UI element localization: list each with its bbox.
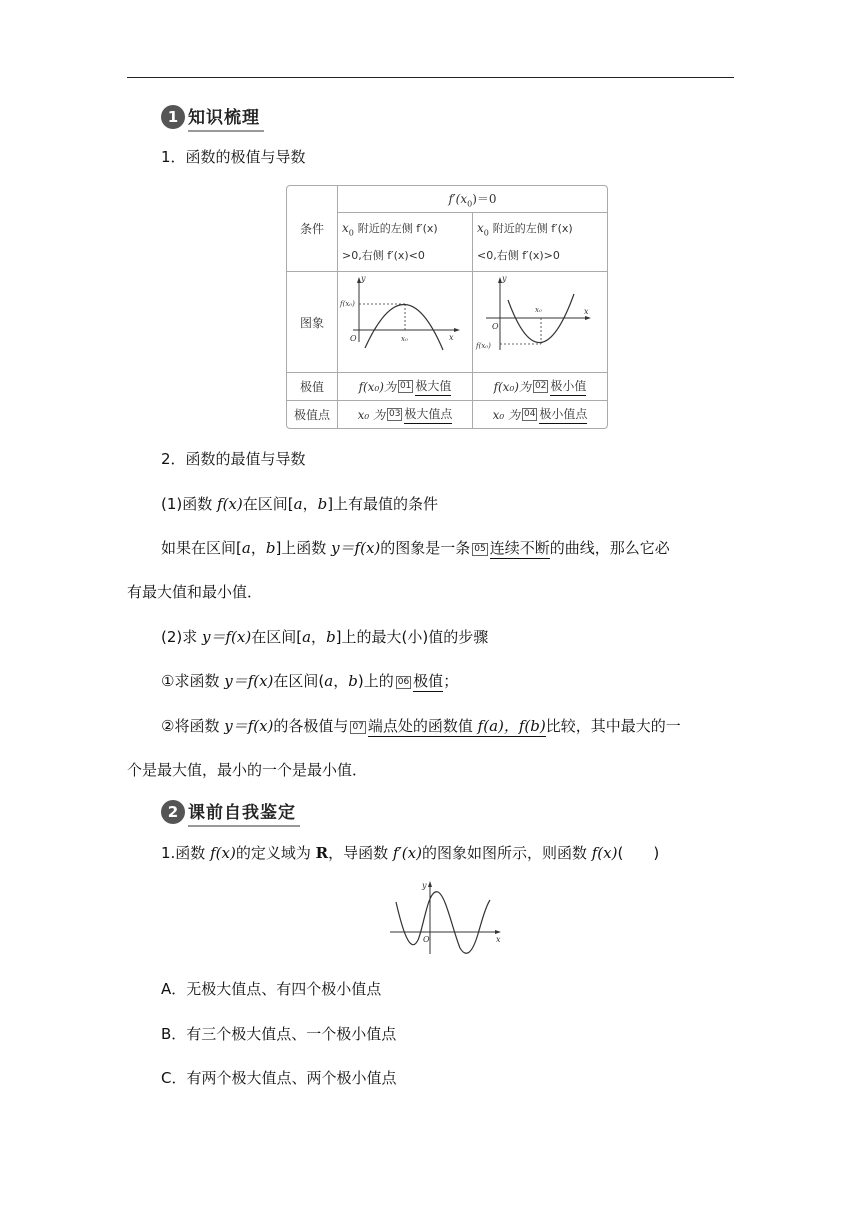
row-label-graph: 图象 — [299, 315, 324, 330]
para-step1: ①求函数 y＝f(x)在区间(a，b)上的 06 极值； — [161, 672, 459, 690]
row-label-condition: 条件 — [299, 222, 324, 236]
item1-title: 1．函数的极值与导数 — [161, 148, 306, 166]
option-a[interactable]: A．无极大值点、有四个极小值点 — [161, 980, 382, 998]
section-title: 课前自我鉴定 — [188, 798, 300, 827]
graph-local-maximum — [339, 274, 471, 370]
para-step2-line1: ②将函数 y＝f(x)的各极值与 07 端点处的函数值 f(a)，f(b)比较，其中最大的一 — [161, 717, 681, 735]
svg-text:O: O — [492, 322, 499, 331]
section-heading-self-check — [161, 798, 300, 826]
svg-text:y: y — [361, 274, 366, 283]
header-condition-formula: $f'(x_0)=0$ — [448, 191, 497, 209]
svg-text:x: x — [449, 333, 454, 342]
derivative-graph — [386, 878, 508, 958]
svg-text:x: x — [584, 307, 589, 316]
row-label-extreme: 极值 — [299, 380, 324, 394]
svg-text:O: O — [350, 334, 357, 343]
para-steps-title: (2)求 y＝f(x)在区间[a，b]上的最大(小)值的步骤 — [161, 628, 489, 646]
top-rule — [127, 77, 734, 78]
item2-title: 2．函数的最值与导数 — [161, 450, 306, 468]
section-number-badge: 2 — [161, 800, 185, 824]
section-title: 知识梳理 — [188, 103, 264, 132]
option-b[interactable]: B．有三个极大值点、一个极小值点 — [161, 1025, 397, 1043]
svg-text:x₀: x₀ — [401, 335, 408, 343]
svg-text:x₀: x₀ — [535, 306, 542, 314]
extreme-point-left: x₀ 为 03 极大值点 — [357, 407, 453, 422]
para-continuous-line2: 有最大值和最小值． — [127, 583, 263, 601]
svg-text:x: x — [496, 935, 501, 944]
svg-text:O: O — [423, 935, 430, 944]
extreme-left: f(x₀)为 01 极大值 — [358, 379, 452, 394]
section-number-badge: 1 — [161, 105, 185, 129]
svg-text:f(x₀): f(x₀) — [340, 300, 355, 308]
svg-text:y: y — [502, 274, 507, 283]
svg-text:f(x₀): f(x₀) — [476, 342, 491, 350]
para-step2-line2: 个是最大值，最小的一个是最小值． — [127, 761, 368, 779]
svg-text:y: y — [422, 881, 427, 890]
para-max-condition: (1)函数 f(x)在区间[a，b]上有最值的条件 — [161, 495, 439, 513]
graph-local-minimum — [474, 274, 606, 370]
extreme-right: f(x₀)为 02 极小值 — [493, 379, 587, 394]
row-label-extreme-point: 极值点 — [293, 408, 330, 422]
extreme-point-right: x₀ 为 04 极小值点 — [492, 407, 588, 422]
question-1: 1.函数 f(x)的定义域为 R，导函数 f′(x)的图象如图所示，则函数 f(x)( ) — [161, 844, 660, 862]
option-c[interactable]: C．有两个极大值点、两个极小值点 — [161, 1069, 397, 1087]
condition-right: $x_0$ 附近的左侧 f′(x) <0,右侧 f′(x)>0 — [477, 221, 573, 262]
section-heading-knowledge — [161, 103, 264, 131]
para-continuous-line1: 如果在区间[a，b]上函数 y＝f(x)的图象是一条 05 连续不断的曲线，那么它必 — [161, 539, 670, 557]
condition-left: $x_0$ 附近的左侧 f′(x) >0,右侧 f′(x)<0 — [342, 221, 438, 262]
extremum-table — [286, 185, 608, 429]
